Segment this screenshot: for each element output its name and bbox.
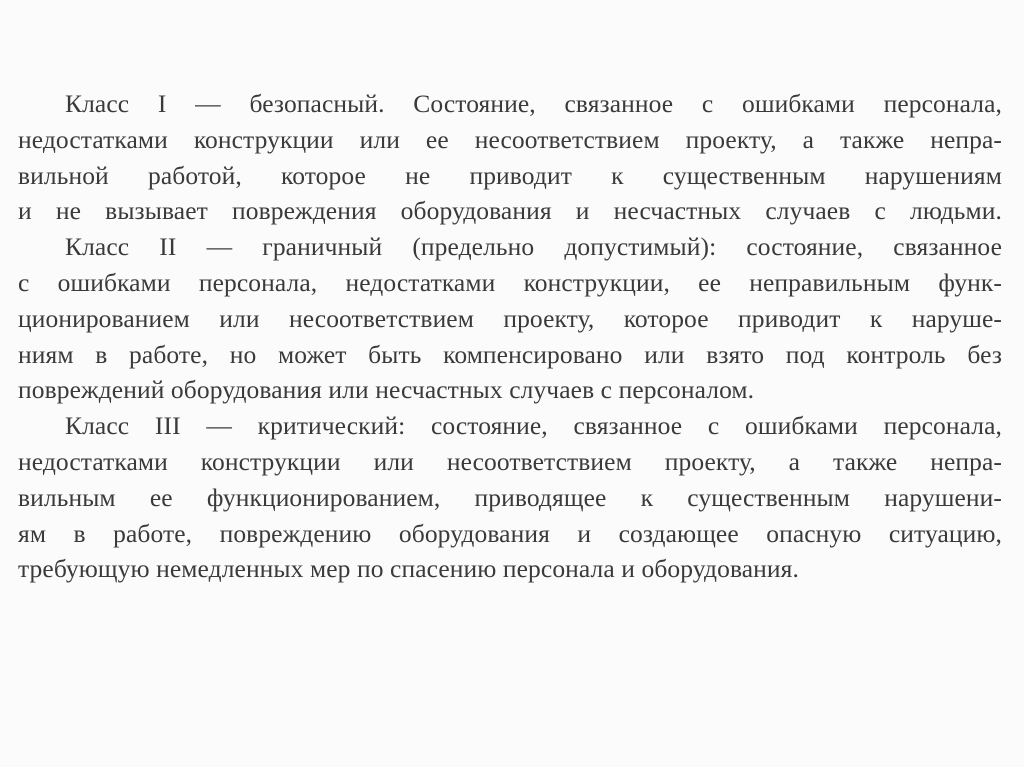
paragraph-class-1	[18, 86, 1002, 229]
paragraph-line: недостатками конструкции или несоответствием проекту, а также непра-	[18, 446, 1002, 476]
paragraph-line: вильным ее функционированием, приводящее к существенным нарушени-	[18, 482, 1002, 512]
paragraph-line: ниям в работе, но может быть компенсировано или взято под контроль без	[18, 339, 1002, 369]
text-block	[18, 86, 1002, 587]
paragraph-line: требующую немедленных мер по спасению персонала и оборудования.	[18, 554, 799, 584]
paragraph-line: и не вызывает повреждения оборудования и несчастных случаев с людьми.	[18, 196, 1002, 226]
paragraph-line: ям в работе, повреждению оборудования и создающее опасную ситуацию,	[18, 518, 1002, 548]
paragraph-line: повреждений оборудования или несчастных случаев с персоналом.	[18, 375, 755, 405]
paragraph-line: ционированием или несоответствием проекту, которое приводит к наруше-	[18, 303, 1002, 333]
paragraph-line: вильной работой, которое не приводит к существенным нарушениям	[18, 160, 1002, 190]
paragraph-line: Класс I — безопасный. Состояние, связанное с ошибками персонала,	[65, 89, 1002, 118]
paragraph-line: Класс II — граничный (предельно допустимый): состояние, связанное	[65, 232, 1002, 262]
paragraph-line: с ошибками персонала, недостатками конструкции, ее неправильным функ-	[18, 267, 1002, 297]
paragraph-line: Класс III — критический: состояние, связанное с ошибками персонала,	[65, 411, 1002, 441]
paragraph-line: недостатками конструкции или ее несоответствием проекту, а также непра-	[18, 124, 1002, 154]
paragraph-class-2	[18, 229, 1002, 408]
paragraph-class-3	[18, 408, 1002, 587]
